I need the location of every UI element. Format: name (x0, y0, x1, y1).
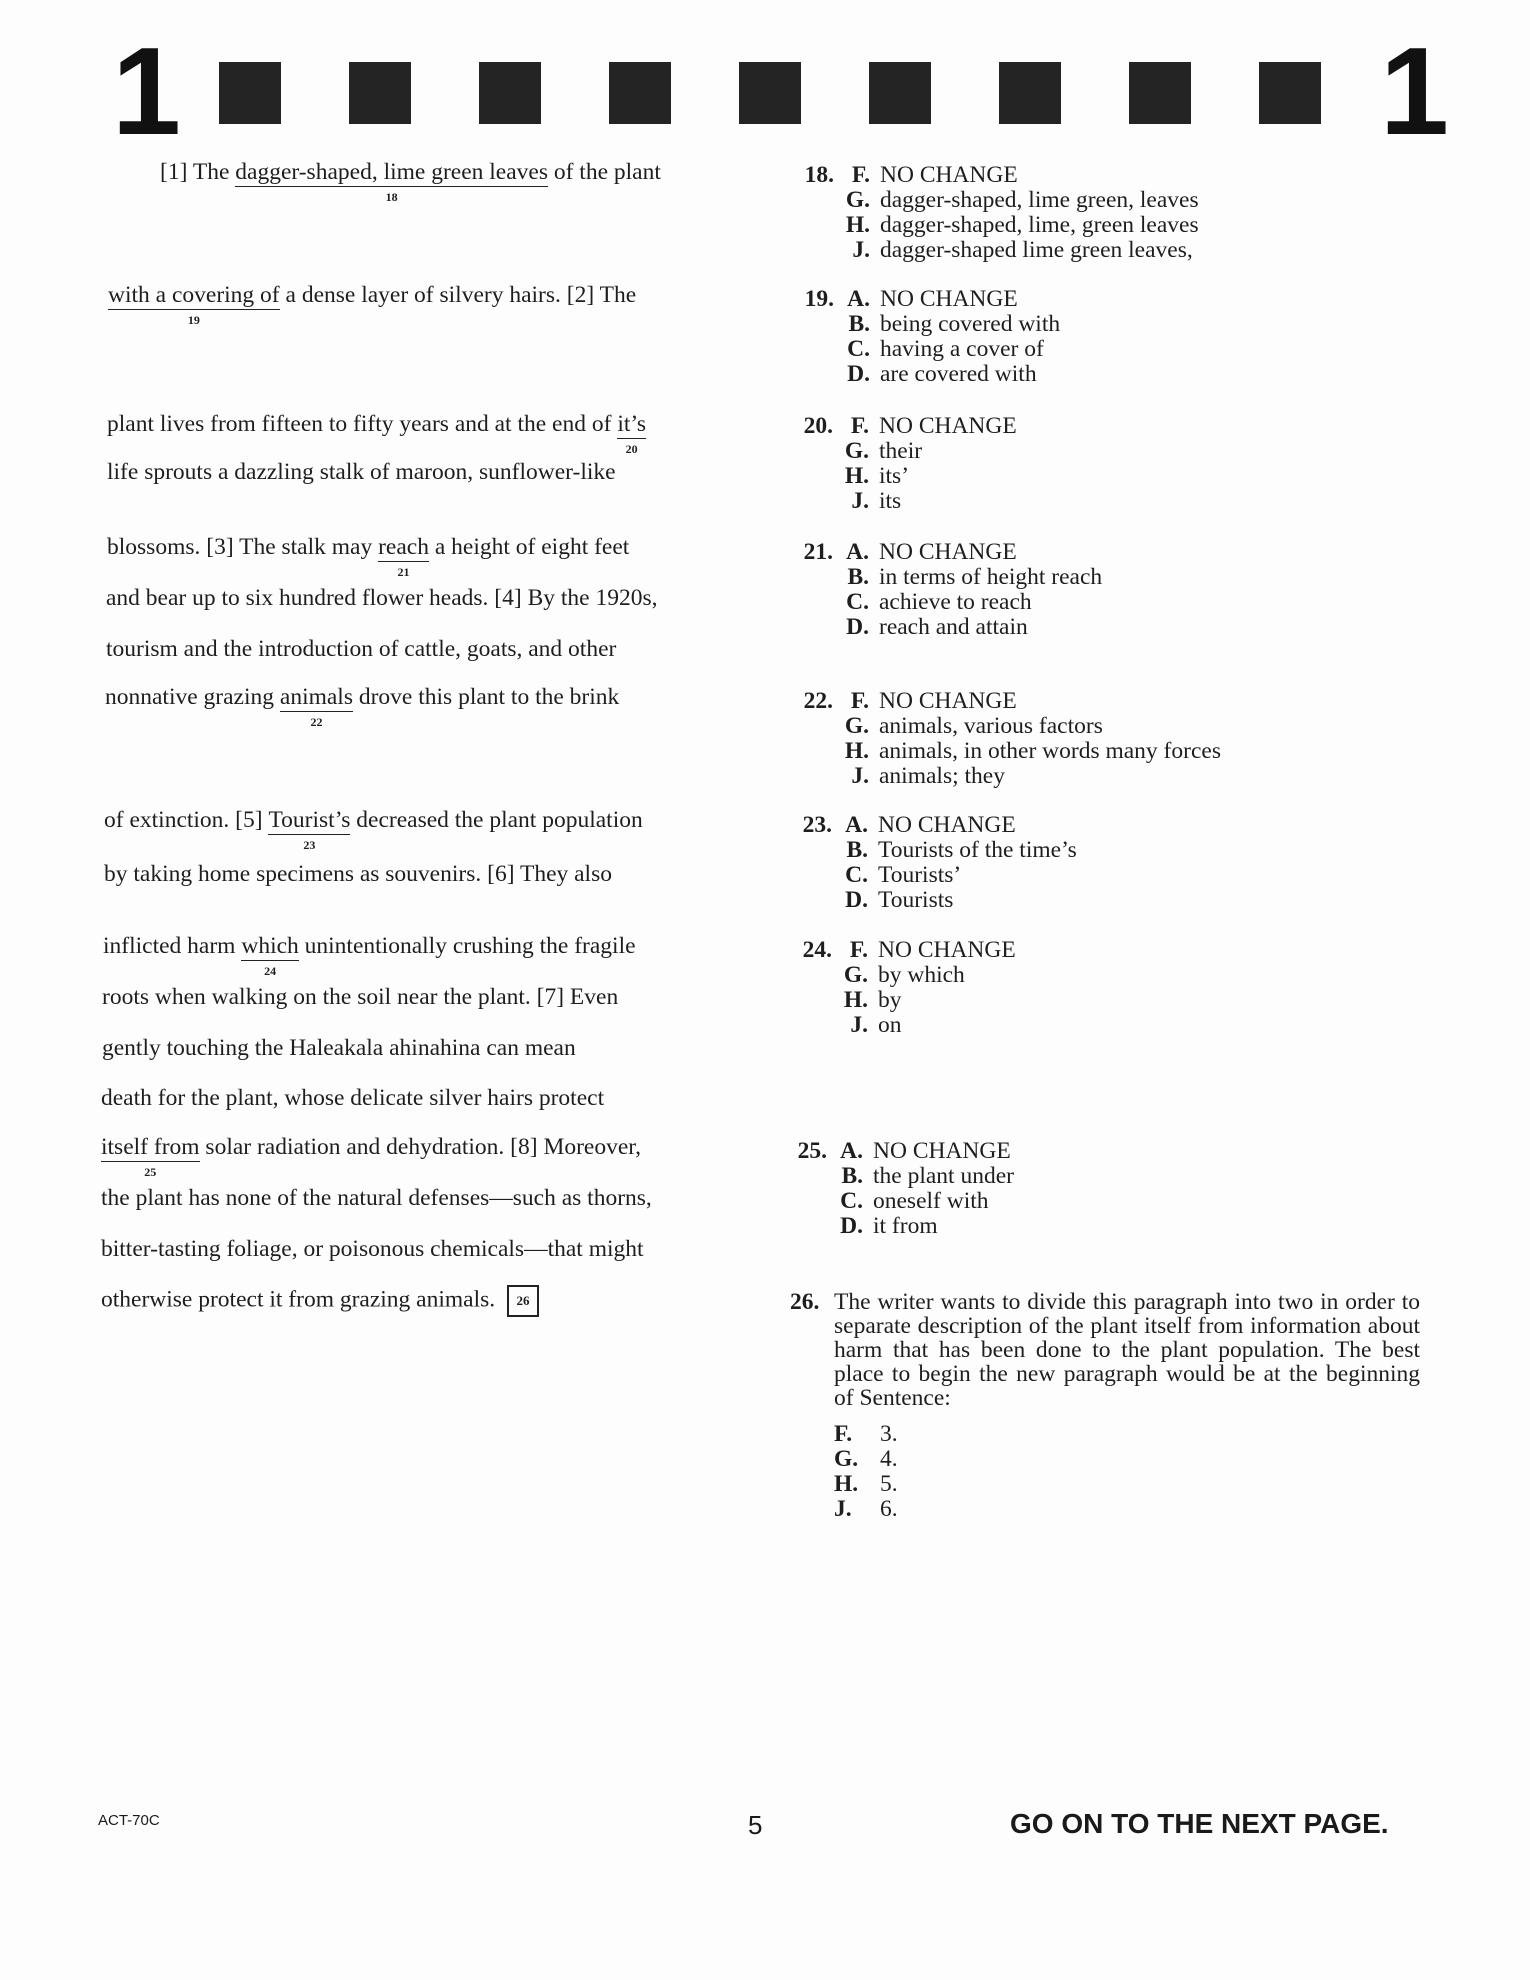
question-stem: The writer wants to divide this paragraph into two in order to separate description of the plant itself from information about harm that has been done to the plant population. The best place to begin the new paragraph would be at the beginning of Sentence: (834, 1289, 1420, 1411)
section-number-right: 1 (1380, 23, 1449, 161)
option-letter: F. (849, 937, 868, 963)
option-letter: B. (846, 837, 868, 863)
passage-line (101, 1133, 642, 1179)
option-letter: H. (843, 987, 868, 1013)
header-square-9 (1259, 62, 1321, 124)
option-letter: G. (845, 187, 870, 213)
option-text: Tourists of the time’s (878, 837, 1077, 863)
option-letter: G. (843, 962, 868, 988)
option-text: their (879, 438, 923, 464)
form-code: ACT-70C (98, 1812, 160, 1829)
option-text: are covered with (880, 361, 1037, 387)
passage-text: drove this plant to the brink (352, 684, 620, 710)
option-letter: C. (846, 589, 869, 615)
option-letter: G. (834, 1446, 859, 1472)
passage-line: roots when walking on the soil near the plant. [7] Even (102, 984, 619, 1010)
option-text: reach and attain (879, 614, 1028, 640)
question-18 (787, 163, 1199, 263)
question-20 (786, 414, 1017, 514)
passage-text: inflicted harm (103, 933, 242, 959)
question-ref-number: 25 (144, 1165, 157, 1179)
passage-line: by taking home specimens as souvenirs. [6] They also (104, 861, 612, 887)
option-text: NO CHANGE (878, 937, 1016, 963)
question-24 (785, 938, 1016, 1038)
option-text: dagger-shaped, lime, green leaves (880, 212, 1199, 238)
question-ref-number: 22 (310, 715, 323, 729)
page-number: 5 (748, 1810, 763, 1840)
question-number: 20. (803, 413, 833, 439)
option-text: dagger-shaped, lime green, leaves (880, 187, 1199, 213)
passage-text: of the plant (547, 159, 661, 185)
passage-line: bitter-tasting foliage, or poisonous chemicals—that might (101, 1236, 644, 1262)
underlined-portion-24 (241, 933, 299, 978)
passage-line (160, 158, 661, 204)
header-square-6 (869, 62, 931, 124)
passage-text: a dense layer of silvery hairs. [2] The (279, 282, 637, 308)
question-21 (786, 540, 1102, 640)
question-box-26: 26 (507, 1285, 539, 1317)
underlined-text: animals (279, 684, 353, 710)
passage-line: the plant has none of the natural defenses—such as thorns, (101, 1185, 652, 1211)
passage-text: nonnative grazing (105, 684, 280, 710)
passage-text: of extinction. [5] (104, 807, 269, 833)
option-letter: A. (840, 1138, 863, 1164)
option-text: NO CHANGE (880, 286, 1018, 312)
passage-text: decreased the plant population (350, 807, 643, 833)
option-text: animals; they (879, 763, 1005, 789)
option-text: 6. (880, 1496, 898, 1522)
question-number: 21. (803, 539, 833, 565)
option-letter: A. (845, 812, 868, 838)
option-letter: D. (847, 361, 870, 387)
section-number-left: 1 (112, 23, 181, 161)
question-number: 18. (804, 162, 834, 188)
option-text: NO CHANGE (878, 812, 1016, 838)
option-letter: C. (845, 862, 868, 888)
underlined-portion-20 (617, 411, 647, 456)
underlined-portion-25 (101, 1134, 200, 1179)
option-letter: G. (844, 713, 869, 739)
option-text: 3. (880, 1421, 898, 1447)
option-text: 5. (880, 1471, 898, 1497)
question-23 (785, 813, 1077, 913)
question-ref-number: 18 (385, 190, 398, 204)
underlined-text: with a covering of (108, 282, 280, 308)
question-number: 24. (802, 937, 832, 963)
option-letter: H. (845, 212, 870, 238)
passage-text: a height of eight feet (428, 534, 630, 560)
question-ref-number: 24 (264, 964, 277, 978)
passage-line: and bear up to six hundred flower heads. [4] By the 1920s, (106, 585, 658, 611)
option-text: having a cover of (880, 336, 1044, 362)
underlined-portion-22 (279, 684, 353, 729)
option-text: it from (873, 1213, 938, 1239)
option-text: animals, in other words many forces (879, 738, 1221, 764)
underlined-text: reach (378, 534, 429, 560)
option-text: being covered with (880, 311, 1061, 337)
passage-text: unintentionally crushing the fragile (298, 933, 636, 959)
option-list (834, 1422, 1420, 1522)
option-text: NO CHANGE (879, 539, 1017, 565)
passage-text: blossoms. [3] The stalk may (107, 534, 379, 560)
option-letter: A. (846, 539, 869, 565)
passage-line (107, 533, 630, 579)
option-letter: D. (840, 1213, 863, 1239)
header-square-1 (219, 62, 281, 124)
passage-line: gently touching the Haleakala ahinahina can mean (102, 1035, 576, 1061)
question-26 (790, 1290, 1420, 1522)
passage-line (108, 281, 637, 327)
option-letter: F. (850, 688, 869, 714)
question-number: 26. (790, 1289, 820, 1315)
question-ref-number: 20 (625, 442, 638, 456)
option-letter: J. (850, 1012, 868, 1038)
passage-line: tourism and the introduction of cattle, goats, and other (106, 636, 617, 662)
passage-line (107, 410, 647, 456)
option-letter: H. (844, 463, 869, 489)
passage-line (101, 1285, 539, 1317)
option-letter: J. (851, 763, 869, 789)
option-text: by which (878, 962, 965, 988)
passage-line (103, 932, 636, 978)
header-square-8 (1129, 62, 1191, 124)
option-text: its (879, 488, 902, 514)
underlined-portion-23 (268, 807, 351, 852)
question-25 (780, 1139, 1014, 1239)
passage-text: otherwise protect it from grazing animals. (101, 1286, 502, 1313)
option-letter: A. (847, 286, 870, 312)
option-text: 4. (880, 1446, 898, 1472)
question-ref-number: 23 (303, 838, 316, 852)
underlined-text: Tourist’s (268, 807, 351, 833)
option-letter: C. (847, 336, 870, 362)
option-letter: F. (834, 1421, 853, 1447)
header-square-3 (479, 62, 541, 124)
passage-line (105, 683, 620, 729)
question-number: 25. (797, 1138, 827, 1164)
underlined-portion-19 (108, 282, 280, 327)
option-letter: B. (841, 1163, 863, 1189)
option-letter: B. (847, 564, 869, 590)
header-square-5 (739, 62, 801, 124)
option-letter: G. (844, 438, 869, 464)
option-text: in terms of height reach (879, 564, 1103, 590)
question-ref-number: 19 (187, 313, 200, 327)
option-text: dagger-shaped lime green leaves, (880, 237, 1193, 263)
option-letter: D. (846, 614, 869, 640)
option-letter: B. (848, 311, 870, 337)
option-letter: D. (845, 887, 868, 913)
option-text: oneself with (873, 1188, 989, 1214)
option-text: its’ (879, 463, 910, 489)
option-text: achieve to reach (879, 589, 1032, 615)
option-letter: J. (851, 488, 869, 514)
option-text: by (878, 987, 902, 1013)
option-letter: J. (852, 237, 870, 263)
passage-text: [1] The (160, 159, 236, 185)
passage-line: death for the plant, whose delicate silver hairs protect (101, 1085, 605, 1111)
option-text: animals, various factors (879, 713, 1103, 739)
passage-line (104, 806, 643, 852)
question-19 (787, 287, 1060, 387)
option-letter: F. (851, 162, 870, 188)
option-letter: H. (844, 738, 869, 764)
underlined-text: itself from (101, 1134, 200, 1160)
option-text: Tourists’ (878, 862, 962, 888)
option-text: NO CHANGE (879, 413, 1017, 439)
passage-text: plant lives from fifteen to fifty years and at the end of (107, 411, 618, 437)
header-square-2 (349, 62, 411, 124)
option-text: NO CHANGE (879, 688, 1017, 714)
underlined-text: it’s (617, 411, 647, 437)
option-text: NO CHANGE (880, 162, 1018, 188)
question-ref-number: 21 (397, 565, 410, 579)
question-number: 23. (802, 812, 832, 838)
option-text: Tourists (878, 887, 954, 913)
underlined-text: which (241, 933, 299, 959)
option-letter: C. (840, 1188, 863, 1214)
underlined-text: dagger-shaped, lime green leaves (235, 159, 548, 185)
question-number: 22. (803, 688, 833, 714)
question-number: 19. (804, 286, 834, 312)
option-letter: F. (850, 413, 869, 439)
option-text: NO CHANGE (873, 1138, 1011, 1164)
option-text: the plant under (873, 1163, 1014, 1189)
question-22 (786, 689, 1221, 789)
underlined-portion-18 (235, 159, 548, 204)
underlined-portion-21 (378, 534, 429, 579)
next-page-instruction: GO ON TO THE NEXT PAGE. (1010, 1808, 1389, 1839)
option-letter: H. (834, 1471, 859, 1497)
header-square-7 (999, 62, 1061, 124)
passage-text: solar radiation and dehydration. [8] Moreover, (199, 1134, 642, 1160)
option-letter: J. (834, 1496, 852, 1522)
passage-line: life sprouts a dazzling stalk of maroon, sunflower-like (107, 459, 616, 485)
header-square-4 (609, 62, 671, 124)
option-text: on (878, 1012, 902, 1038)
